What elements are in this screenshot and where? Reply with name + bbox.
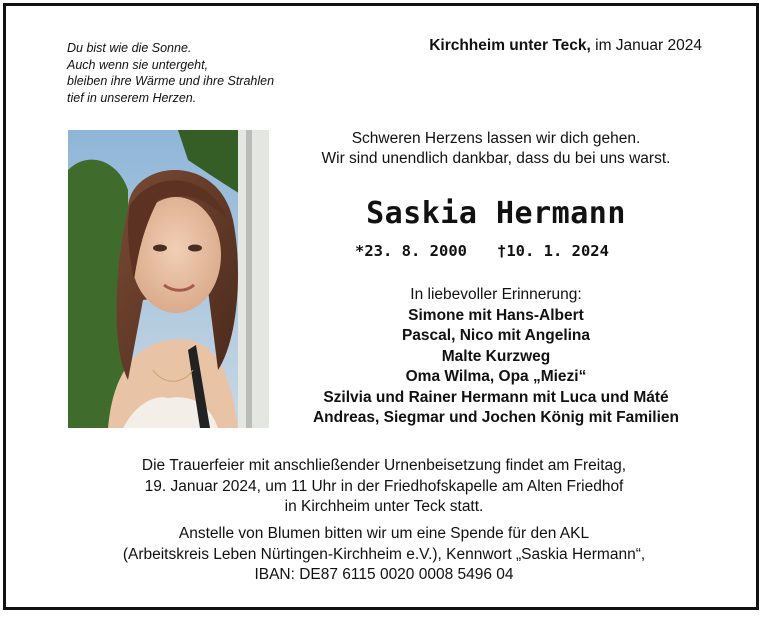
funeral-line: Die Trauerfeier mit anschließender Urnenbeisetzung findet am Freitag, <box>141 457 627 474</box>
mourner-line: Malte Kurzweg <box>441 347 551 365</box>
mourner-line: Oma Wilma, Opa „Miezi“ <box>405 368 587 385</box>
funeral-line: 19. Januar 2024, um 11 Uhr in der Friedhofskapelle am Alten Friedhof <box>144 477 624 495</box>
donation-line: Anstelle von Blumen bitten wir um eine Spende für den AKL <box>178 525 590 542</box>
donation-info <box>40 524 728 586</box>
death-date: †10. 1. 2024 <box>496 242 609 260</box>
poem-line: Du bist wie die Sonne. <box>67 41 192 55</box>
intro-line: Wir sind unendlich dankbar, dass du bei uns warst. <box>321 150 671 167</box>
life-dates <box>355 242 609 260</box>
mourner-line: Pascal, Nico mit Angelina <box>401 327 591 344</box>
mourner-line: Andreas, Siegmar und Jochen König mit Familien <box>312 409 680 426</box>
birth-date: *23. 8. 2000 <box>355 242 467 260</box>
poem-line: bleiben ihre Wärme und ihre Strahlen <box>67 74 275 88</box>
poem-line: tief in unserem Herzen. <box>67 90 197 105</box>
intro-line: Schweren Herzens lassen wir dich gehen. <box>351 130 641 147</box>
portrait-image <box>68 130 269 428</box>
poem-line: Auch wenn sie untergeht, <box>67 57 209 72</box>
place-city: Kirchheim unter Teck, <box>429 37 591 54</box>
portrait-photo <box>68 130 269 428</box>
mourners-lead: In liebevoller Erinnerung: <box>410 286 582 303</box>
funeral-info <box>40 456 728 518</box>
donation-line: IBAN: DE87 6115 0020 0008 5496 04 <box>254 566 514 583</box>
deceased-name: Saskia Hermann <box>366 196 626 231</box>
funeral-line: in Kirchheim unter Teck statt. <box>284 498 484 515</box>
mourners <box>270 285 722 429</box>
place-date <box>429 37 702 55</box>
intro-text <box>270 129 722 169</box>
mourner-line: Simone mit Hans-Albert <box>408 306 584 324</box>
mourner-line: Szilvia und Rainer Hermann mit Luca und Máté <box>323 388 669 406</box>
donation-line: (Arbeitskreis Leben Nürtingen-Kirchheim e.V.), Kennwort „Saskia Hermann“, <box>122 545 646 563</box>
place-month: im Januar 2024 <box>590 37 702 54</box>
poem <box>67 40 274 106</box>
